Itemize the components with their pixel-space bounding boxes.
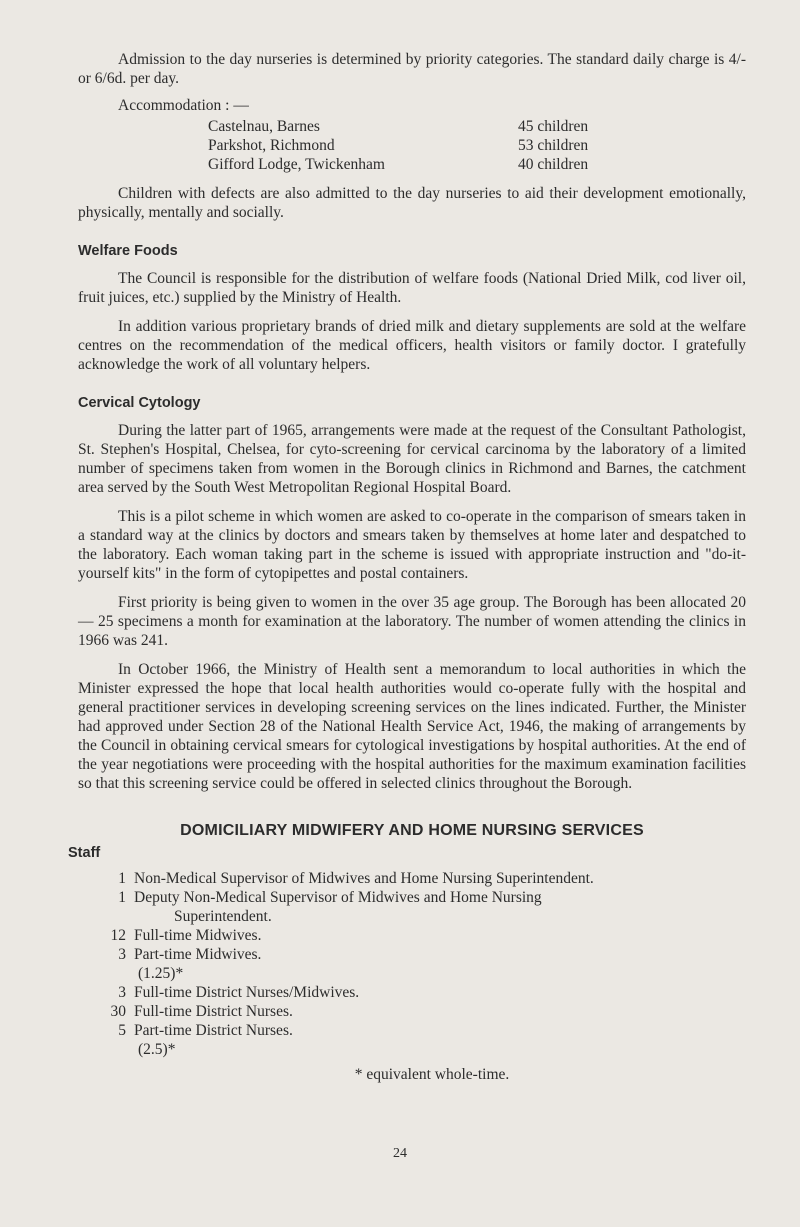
accommodation-row bbox=[78, 155, 746, 174]
staff-role: Full-time District Nurses. bbox=[134, 1003, 293, 1020]
admission-paragraph: Admission to the day nurseries is determined by priority categories. The standard daily charge is 4/- or 6/6d. per day. bbox=[78, 51, 746, 87]
welfare-foods-heading: Welfare Foods bbox=[78, 243, 178, 259]
staff-count: 3 bbox=[118, 984, 126, 1001]
staff-count: 1 bbox=[118, 889, 126, 906]
staff-count: 5 bbox=[118, 1022, 126, 1039]
staff-item bbox=[78, 1002, 746, 1021]
accommodation-table bbox=[78, 117, 746, 174]
staff-heading: Staff bbox=[68, 845, 101, 861]
staff-role: Non-Medical Supervisor of Midwives and Home Nursing Superintendent. bbox=[134, 870, 594, 887]
staff-item bbox=[78, 888, 746, 926]
staff-item bbox=[78, 869, 746, 888]
staff-count: 3 bbox=[118, 946, 126, 963]
staff-role: Deputy Non-Medical Supervisor of Midwives and Home Nursing bbox=[134, 889, 542, 906]
page-number: 24 bbox=[393, 1146, 407, 1161]
nursery-name: Gifford Lodge, Twickenham bbox=[208, 156, 385, 173]
staff-count: 30 bbox=[110, 1003, 126, 1020]
staff-role-continuation: Superintendent. bbox=[174, 908, 272, 925]
footnote: * equivalent whole-time. bbox=[354, 1066, 510, 1083]
cytology-paragraph-4: In October 1966, the Ministry of Health sent a memorandum to local authorities in which the Minister expressed the hope that local health authorities would co-operate fully with the hospital and general practitioner services in developing screening services on the lines indicated. Further, the Minister had approved under Section 28 of the National Health Service Act, 1946, the making of arrangements by the Council in obtaining cervical smears for cytological investigations by hospital authorities. At the end of the year negotiations were proceeding with the hospital authorities for the maximum examination facilities so that this screening service could be offered in selected clinics throughout the Borough. bbox=[78, 661, 746, 792]
cytology-paragraph-3: First priority is being given to women in the over 35 age group. The Borough has been allocated 20 — 25 specimens a month for examination at the laboratory. The number of women attending the clinics in 1966 was 241. bbox=[78, 594, 746, 649]
accommodation-label: Accommodation : — bbox=[118, 97, 249, 114]
nursery-name: Parkshot, Richmond bbox=[208, 137, 335, 154]
accommodation-row bbox=[78, 117, 746, 136]
staff-item bbox=[78, 983, 746, 1002]
cytology-paragraph-1: During the latter part of 1965, arrangements were made at the request of the Consultant Pathologist, St. Stephen's Hospital, Chelsea, for cyto-screening for cervical carcinoma by the laboratory of a limited number of specimens taken from women in the Borough clinics in Richmond and Barnes, the catchment area served by the South West Metropolitan Regional Hospital Board. bbox=[78, 422, 746, 496]
staff-count: 12 bbox=[110, 927, 126, 944]
nursery-capacity: 53 children bbox=[518, 137, 589, 154]
whole-time-equivalent: (2.5)* bbox=[138, 1041, 176, 1058]
staff-role: Full-time Midwives. bbox=[134, 927, 262, 944]
staff-item bbox=[78, 1021, 746, 1059]
staff-list bbox=[78, 869, 746, 1059]
domiciliary-heading: DOMICILIARY MIDWIFERY AND HOME NURSING SERVICES bbox=[180, 822, 644, 839]
cytology-paragraph-2: This is a pilot scheme in which women are asked to co-operate in the comparison of smears taken in a standard way at the clinics by doctors and smears taken by themselves at home later and despatched to the laboratory. Each woman taking part in the scheme is issued with appropriate instruction and "do-it-yourself kits" in the form of cytopipettes and postal containers. bbox=[78, 508, 746, 582]
defects-paragraph: Children with defects are also admitted to the day nurseries to aid their development emotionally, physically, mentally and socially. bbox=[78, 185, 746, 221]
staff-item bbox=[78, 945, 746, 983]
staff-item bbox=[78, 926, 746, 945]
cervical-cytology-heading: Cervical Cytology bbox=[78, 395, 201, 411]
page-content bbox=[68, 50, 746, 1084]
accommodation-row bbox=[78, 136, 746, 155]
staff-role: Part-time Midwives. bbox=[134, 946, 262, 963]
staff-count: 1 bbox=[118, 870, 126, 887]
nursery-capacity: 40 children bbox=[518, 156, 589, 173]
nursery-name: Castelnau, Barnes bbox=[208, 118, 320, 135]
welfare-paragraph-1: The Council is responsible for the distribution of welfare foods (National Dried Milk, cod liver oil, fruit juices, etc.) supplied by the Ministry of Health. bbox=[78, 270, 746, 306]
nursery-capacity: 45 children bbox=[518, 118, 589, 135]
welfare-paragraph-2: In addition various proprietary brands of dried milk and dietary supplements are sold at the welfare centres on the recommendation of the medical officers, health visitors or family doctor. I gratefully acknowledge the work of all voluntary helpers. bbox=[78, 318, 746, 373]
staff-role: Part-time District Nurses. bbox=[134, 1022, 293, 1039]
whole-time-equivalent: (1.25)* bbox=[138, 965, 184, 982]
staff-role: Full-time District Nurses/Midwives. bbox=[134, 984, 360, 1001]
